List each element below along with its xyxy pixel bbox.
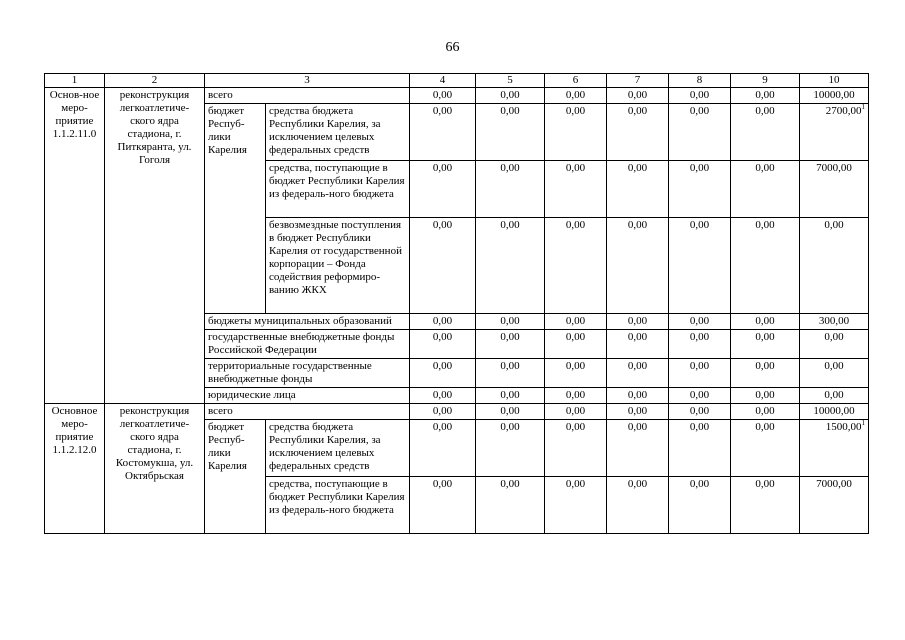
value-cell: 0,00: [545, 359, 607, 388]
value-cell: 0,00: [545, 161, 607, 218]
header-cell: 6: [545, 74, 607, 88]
header-cell: 4: [410, 74, 476, 88]
header-cell: 7: [607, 74, 669, 88]
value-cell: 0,00: [476, 477, 545, 534]
value-cell: 0,00: [669, 104, 731, 161]
value-cell: 0,00: [669, 420, 731, 477]
value-cell: 0,00: [669, 330, 731, 359]
value-cell: 0,00: [607, 330, 669, 359]
value-cell: 0,00: [607, 477, 669, 534]
value-cell: 0,00: [669, 477, 731, 534]
funding-source-label: средства, поступающие в бюджет Республики Карелия из федераль-ного бюджета: [266, 161, 410, 218]
value-cell: [800, 104, 869, 161]
value-cell: 0,00: [731, 330, 800, 359]
value-cell: 0,00: [410, 314, 476, 330]
value-cell: 0,00: [476, 388, 545, 404]
value-cell: 0,00: [607, 161, 669, 218]
footnote-mark: 1: [861, 419, 865, 427]
footnote-mark: 1: [861, 103, 865, 111]
value-cell: 0,00: [731, 88, 800, 104]
value-cell: 10000,00: [800, 404, 869, 420]
value-cell: 0,00: [731, 359, 800, 388]
value-cell: 7000,00: [800, 477, 869, 534]
total-label: всего: [205, 404, 410, 420]
value-cell: 0,00: [731, 420, 800, 477]
value-cell: 0,00: [410, 404, 476, 420]
value-cell: 7000,00: [800, 161, 869, 218]
value-cell: 0,00: [410, 420, 476, 477]
value-cell: 0,00: [607, 104, 669, 161]
value-cell: 0,00: [545, 314, 607, 330]
header-cell: 2: [105, 74, 205, 88]
table-row: [45, 404, 869, 420]
header-cell: 10: [800, 74, 869, 88]
value-cell: 0,00: [476, 104, 545, 161]
event-code-cell: Основное меро-приятие 1.1.2.12.0: [45, 404, 105, 534]
value-cell: 0,00: [410, 477, 476, 534]
value-cell: 0,00: [545, 388, 607, 404]
value-cell: 0,00: [731, 388, 800, 404]
value-cell: 0,00: [607, 388, 669, 404]
value-cell: 0,00: [607, 420, 669, 477]
value-cell: 0,00: [669, 218, 731, 314]
value-cell: 0,00: [410, 104, 476, 161]
value-cell: 0,00: [410, 161, 476, 218]
funding-source-label: средства бюджета Республики Карелия, за исключением целевых федеральных средств: [266, 104, 410, 161]
value-cell: 0,00: [607, 218, 669, 314]
value-cell: 0,00: [545, 88, 607, 104]
value-cell: 0,00: [476, 420, 545, 477]
value-cell: 0,00: [410, 388, 476, 404]
value-cell: 0,00: [545, 330, 607, 359]
value-text: 1500,00: [825, 421, 862, 433]
header-cell: 8: [669, 74, 731, 88]
value-cell: 0,00: [545, 420, 607, 477]
value-cell: 0,00: [476, 359, 545, 388]
value-cell: 10000,00: [800, 88, 869, 104]
value-text: 2700,00: [825, 105, 862, 117]
value-cell: 0,00: [476, 161, 545, 218]
value-cell: 0,00: [731, 404, 800, 420]
header-cell: 5: [476, 74, 545, 88]
value-cell: 0,00: [545, 218, 607, 314]
value-cell: 0,00: [800, 330, 869, 359]
value-cell: 0,00: [410, 88, 476, 104]
funding-source-label: юридические лица: [205, 388, 410, 404]
value-cell: 0,00: [476, 404, 545, 420]
value-cell: [800, 420, 869, 477]
header-cell: 9: [731, 74, 800, 88]
value-cell: 0,00: [607, 88, 669, 104]
value-cell: 0,00: [410, 359, 476, 388]
value-cell: 0,00: [476, 314, 545, 330]
page-number: 66: [445, 40, 460, 55]
republic-budget-label: бюджет Респуб-лики Карелия: [205, 420, 266, 534]
value-cell: 0,00: [607, 314, 669, 330]
value-cell: 0,00: [731, 477, 800, 534]
value-cell: 0,00: [669, 404, 731, 420]
funding-source-label: государственные внебюджетные фонды Российской Федерации: [205, 330, 410, 359]
value-cell: 0,00: [731, 104, 800, 161]
budget-table: [44, 73, 869, 534]
value-cell: 0,00: [545, 404, 607, 420]
value-cell: 0,00: [476, 330, 545, 359]
value-cell: 0,00: [731, 314, 800, 330]
event-code-cell: Основ-ное меро-приятие 1.1.2.11.0: [45, 88, 105, 404]
value-cell: 0,00: [669, 388, 731, 404]
value-cell: 0,00: [476, 88, 545, 104]
value-cell: 0,00: [669, 88, 731, 104]
header-cell: 3: [205, 74, 410, 88]
event-description-cell: реконструкция легкоатлетиче-ского ядра стадиона, г. Костомукша, ул. Октябрьская: [105, 404, 205, 534]
value-cell: 0,00: [669, 161, 731, 218]
value-cell: 0,00: [607, 404, 669, 420]
value-cell: 0,00: [800, 388, 869, 404]
value-cell: 0,00: [607, 359, 669, 388]
table-row: [45, 88, 869, 104]
funding-source-label: средства, поступающие в бюджет Республики Карелия из федераль-ного бюджета: [266, 477, 410, 534]
value-cell: 0,00: [410, 330, 476, 359]
value-cell: 0,00: [410, 218, 476, 314]
funding-source-label: безвозмездные поступления в бюджет Республики Карелия от государственной корпорации – Фонда содействия реформиро-ванию ЖКХ: [266, 218, 410, 314]
value-cell: 0,00: [669, 314, 731, 330]
value-cell: 0,00: [476, 218, 545, 314]
republic-budget-label: бюджет Респуб-лики Карелия: [205, 104, 266, 314]
value-cell: 0,00: [800, 218, 869, 314]
value-cell: 0,00: [545, 477, 607, 534]
funding-source-label: бюджеты муниципальных образований: [205, 314, 410, 330]
header-row: [45, 74, 869, 88]
value-cell: 300,00: [800, 314, 869, 330]
funding-source-label: территориальные государственные внебюджетные фонды: [205, 359, 410, 388]
event-description-cell: реконструкция легкоатлетиче-ского ядра стадиона, г. Питкяранта, ул. Гоголя: [105, 88, 205, 404]
value-cell: 0,00: [669, 359, 731, 388]
total-label: всего: [205, 88, 410, 104]
value-cell: 0,00: [731, 218, 800, 314]
funding-source-label: средства бюджета Республики Карелия, за исключением целевых федеральных средств: [266, 420, 410, 477]
value-cell: 0,00: [800, 359, 869, 388]
value-cell: 0,00: [545, 104, 607, 161]
value-cell: 0,00: [731, 161, 800, 218]
header-cell: 1: [45, 74, 105, 88]
